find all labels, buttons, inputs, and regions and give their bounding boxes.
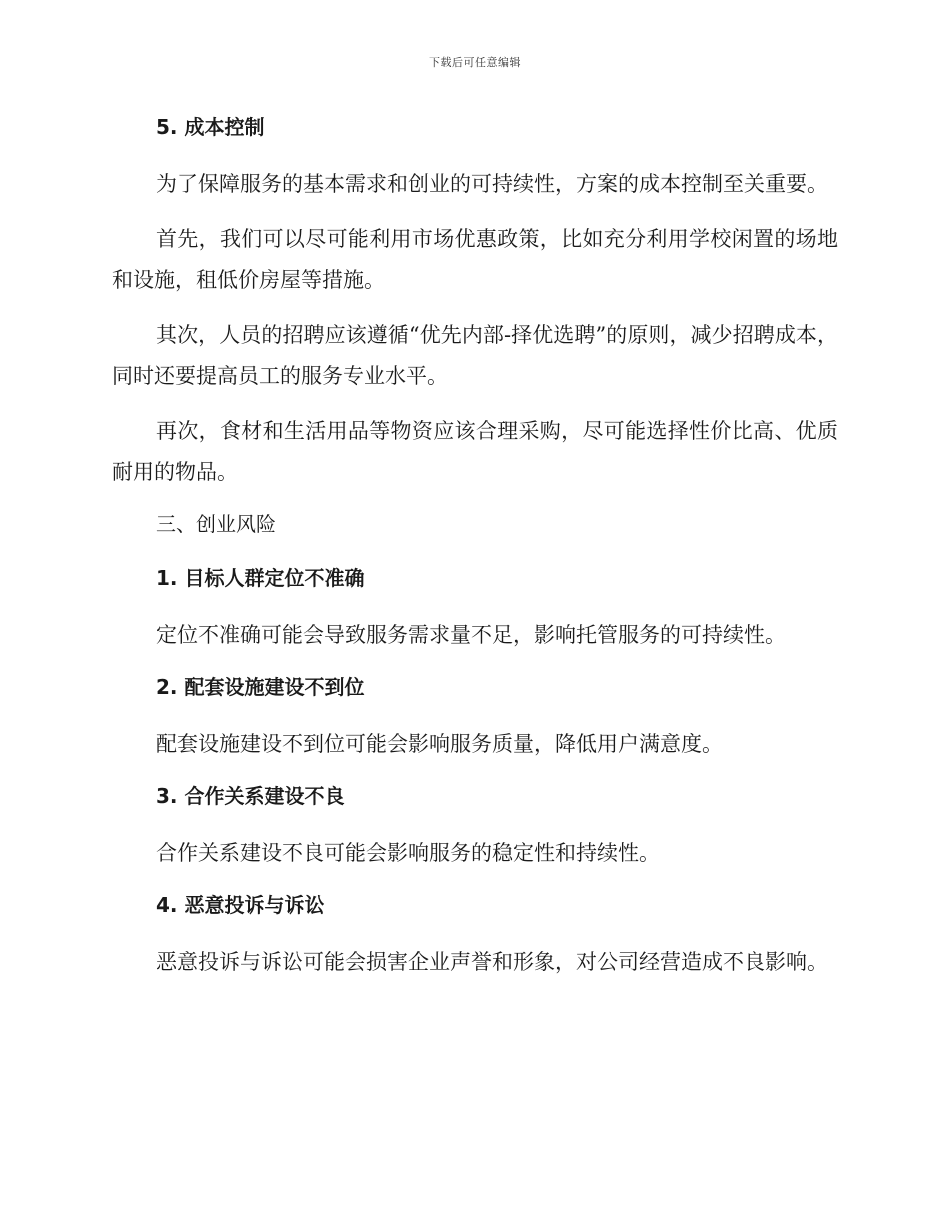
section-heading-risks: 三、创业风险 [156, 512, 276, 536]
paragraph-risk-4: 恶意投诉与诉讼可能会损害企业声誉和形象，对公司经营造成不良影响。 [156, 950, 828, 974]
paragraph-risk-1: 定位不准确可能会导致服务需求量不足，影响托管服务的可持续性。 [156, 623, 786, 647]
paragraph-third: 再次，食材和生活用品等物资应该合理采购，尽可能选择性价比高、优质耐用的物品。 [112, 419, 838, 484]
subheading-risk-2: 2. 配套设施建设不到位 [156, 675, 365, 699]
paragraph-first: 首先，我们可以尽可能利用市场优惠政策，比如充分利用学校闲置的场地和设施，租低价房屋等措施。 [112, 227, 838, 292]
subheading-risk-3: 3. 合作关系建设不良 [156, 784, 345, 808]
subheading-risk-4: 4. 恶意投诉与诉讼 [156, 893, 325, 917]
paragraph-cost-intro: 为了保障服务的基本需求和创业的可持续性，方案的成本控制至关重要。 [156, 172, 828, 196]
paragraph-risk-2: 配套设施建设不到位可能会影响服务质量，降低用户满意度。 [156, 732, 723, 756]
paragraph-second: 其次，人员的招聘应该遵循“优先内部-择优选聘”的原则，减少招聘成本，同时还要提高员工的服务专业水平。 [112, 323, 838, 388]
subheading-cost-control: 5. 成本控制 [156, 115, 265, 139]
page-header-note: 下载后可任意编辑 [429, 56, 521, 69]
document-body [112, 110, 838, 997]
paragraph-risk-3: 合作关系建设不良可能会影响服务的稳定性和持续性。 [156, 841, 660, 865]
subheading-risk-1: 1. 目标人群定位不准确 [156, 566, 365, 590]
